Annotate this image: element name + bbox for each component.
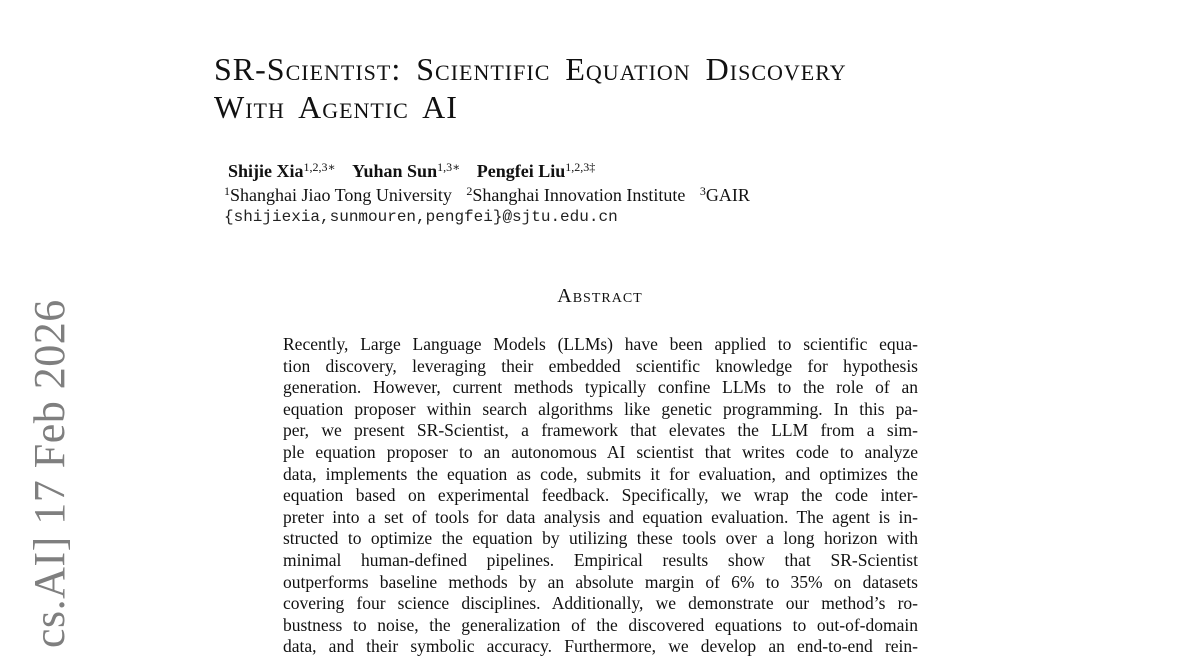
title-line-2: With Agentic AI (214, 89, 458, 125)
abstract-line: ple equation proposer to an autonomous AI scientist that writes code to analyze (283, 441, 918, 462)
abstract-line: structed to optimize the equation by utilizing these tools over a long horizon with (283, 528, 918, 549)
author-name-text: Shijie Xia (228, 161, 304, 181)
title-line-1: SR-Scientist: Scientific Equation Discovery (214, 51, 847, 87)
abstract-line: Recently, Large Language Models (LLMs) have been applied to scientific equa- (283, 334, 918, 354)
abstract-heading: Abstract (557, 285, 643, 307)
affiliation-mark: 1 (224, 184, 230, 198)
affiliation-name: Shanghai Innovation Institute (472, 185, 686, 205)
affiliation (700, 185, 750, 205)
affiliation-name: GAIR (705, 185, 750, 205)
arxiv-side-stamp: cs.AI] 17 Feb 2026 (25, 299, 74, 648)
abstract-line: data, implements the equation as code, submits it for evaluation, and optimizes the (283, 463, 918, 484)
affiliation-name: Shanghai Jiao Tong University (230, 185, 452, 205)
abstract-line: tion discovery, leveraging their embedded scientific knowledge for hypothesis (283, 355, 918, 376)
abstract-line: outperforms baseline methods by an absolute margin of 6% to 35% on datasets (283, 571, 918, 592)
author-name (477, 161, 596, 181)
author-marks: 1,3∗ (437, 160, 461, 174)
affiliation-mark: 3 (699, 184, 706, 198)
abstract-body (283, 334, 918, 658)
author-marks: 1,2,3‡ (565, 160, 596, 174)
abstract-line: equation based on experimental feedback. Specifically, we wrap the code inter- (283, 485, 918, 506)
author-list (228, 160, 607, 182)
abstract-line: generation. However, current methods typically confine LLMs to the role of an (283, 377, 918, 398)
author-name (228, 161, 336, 181)
abstract-line: equation proposer within search algorithms like genetic programming. In this pa- (283, 398, 918, 419)
affiliation (224, 185, 452, 205)
paper-title (214, 50, 1014, 126)
author-name-text: Yuhan Sun (352, 161, 438, 181)
affiliation-mark: 2 (466, 184, 473, 198)
abstract-line: bustness to noise, the generalization of the discovered equations to out-of-domain (283, 614, 918, 635)
affiliation-list (224, 184, 760, 206)
abstract-line: per, we present SR-Scientist, a framework that elevates the LLM from a sim- (283, 420, 918, 441)
author-name-text: Pengfei Liu (476, 161, 566, 181)
abstract-line: covering four science disciplines. Additionally, we demonstrate our method’s ro- (283, 593, 918, 614)
abstract-line: preter into a set of tools for data analysis and equation evaluation. The agent is in- (283, 506, 918, 527)
abstract-line: data, and their symbolic accuracy. Furthermore, we develop an end-to-end rein- (283, 636, 918, 657)
abstract-line: minimal human-defined pipelines. Empirical results show that SR-Scientist (283, 549, 918, 570)
author-name (352, 161, 460, 181)
affiliation (466, 185, 685, 205)
author-email: {shijiexia,sunmouren,pengfei}@sjtu.edu.cn (224, 208, 618, 226)
author-marks: 1,2,3∗ (303, 160, 336, 174)
